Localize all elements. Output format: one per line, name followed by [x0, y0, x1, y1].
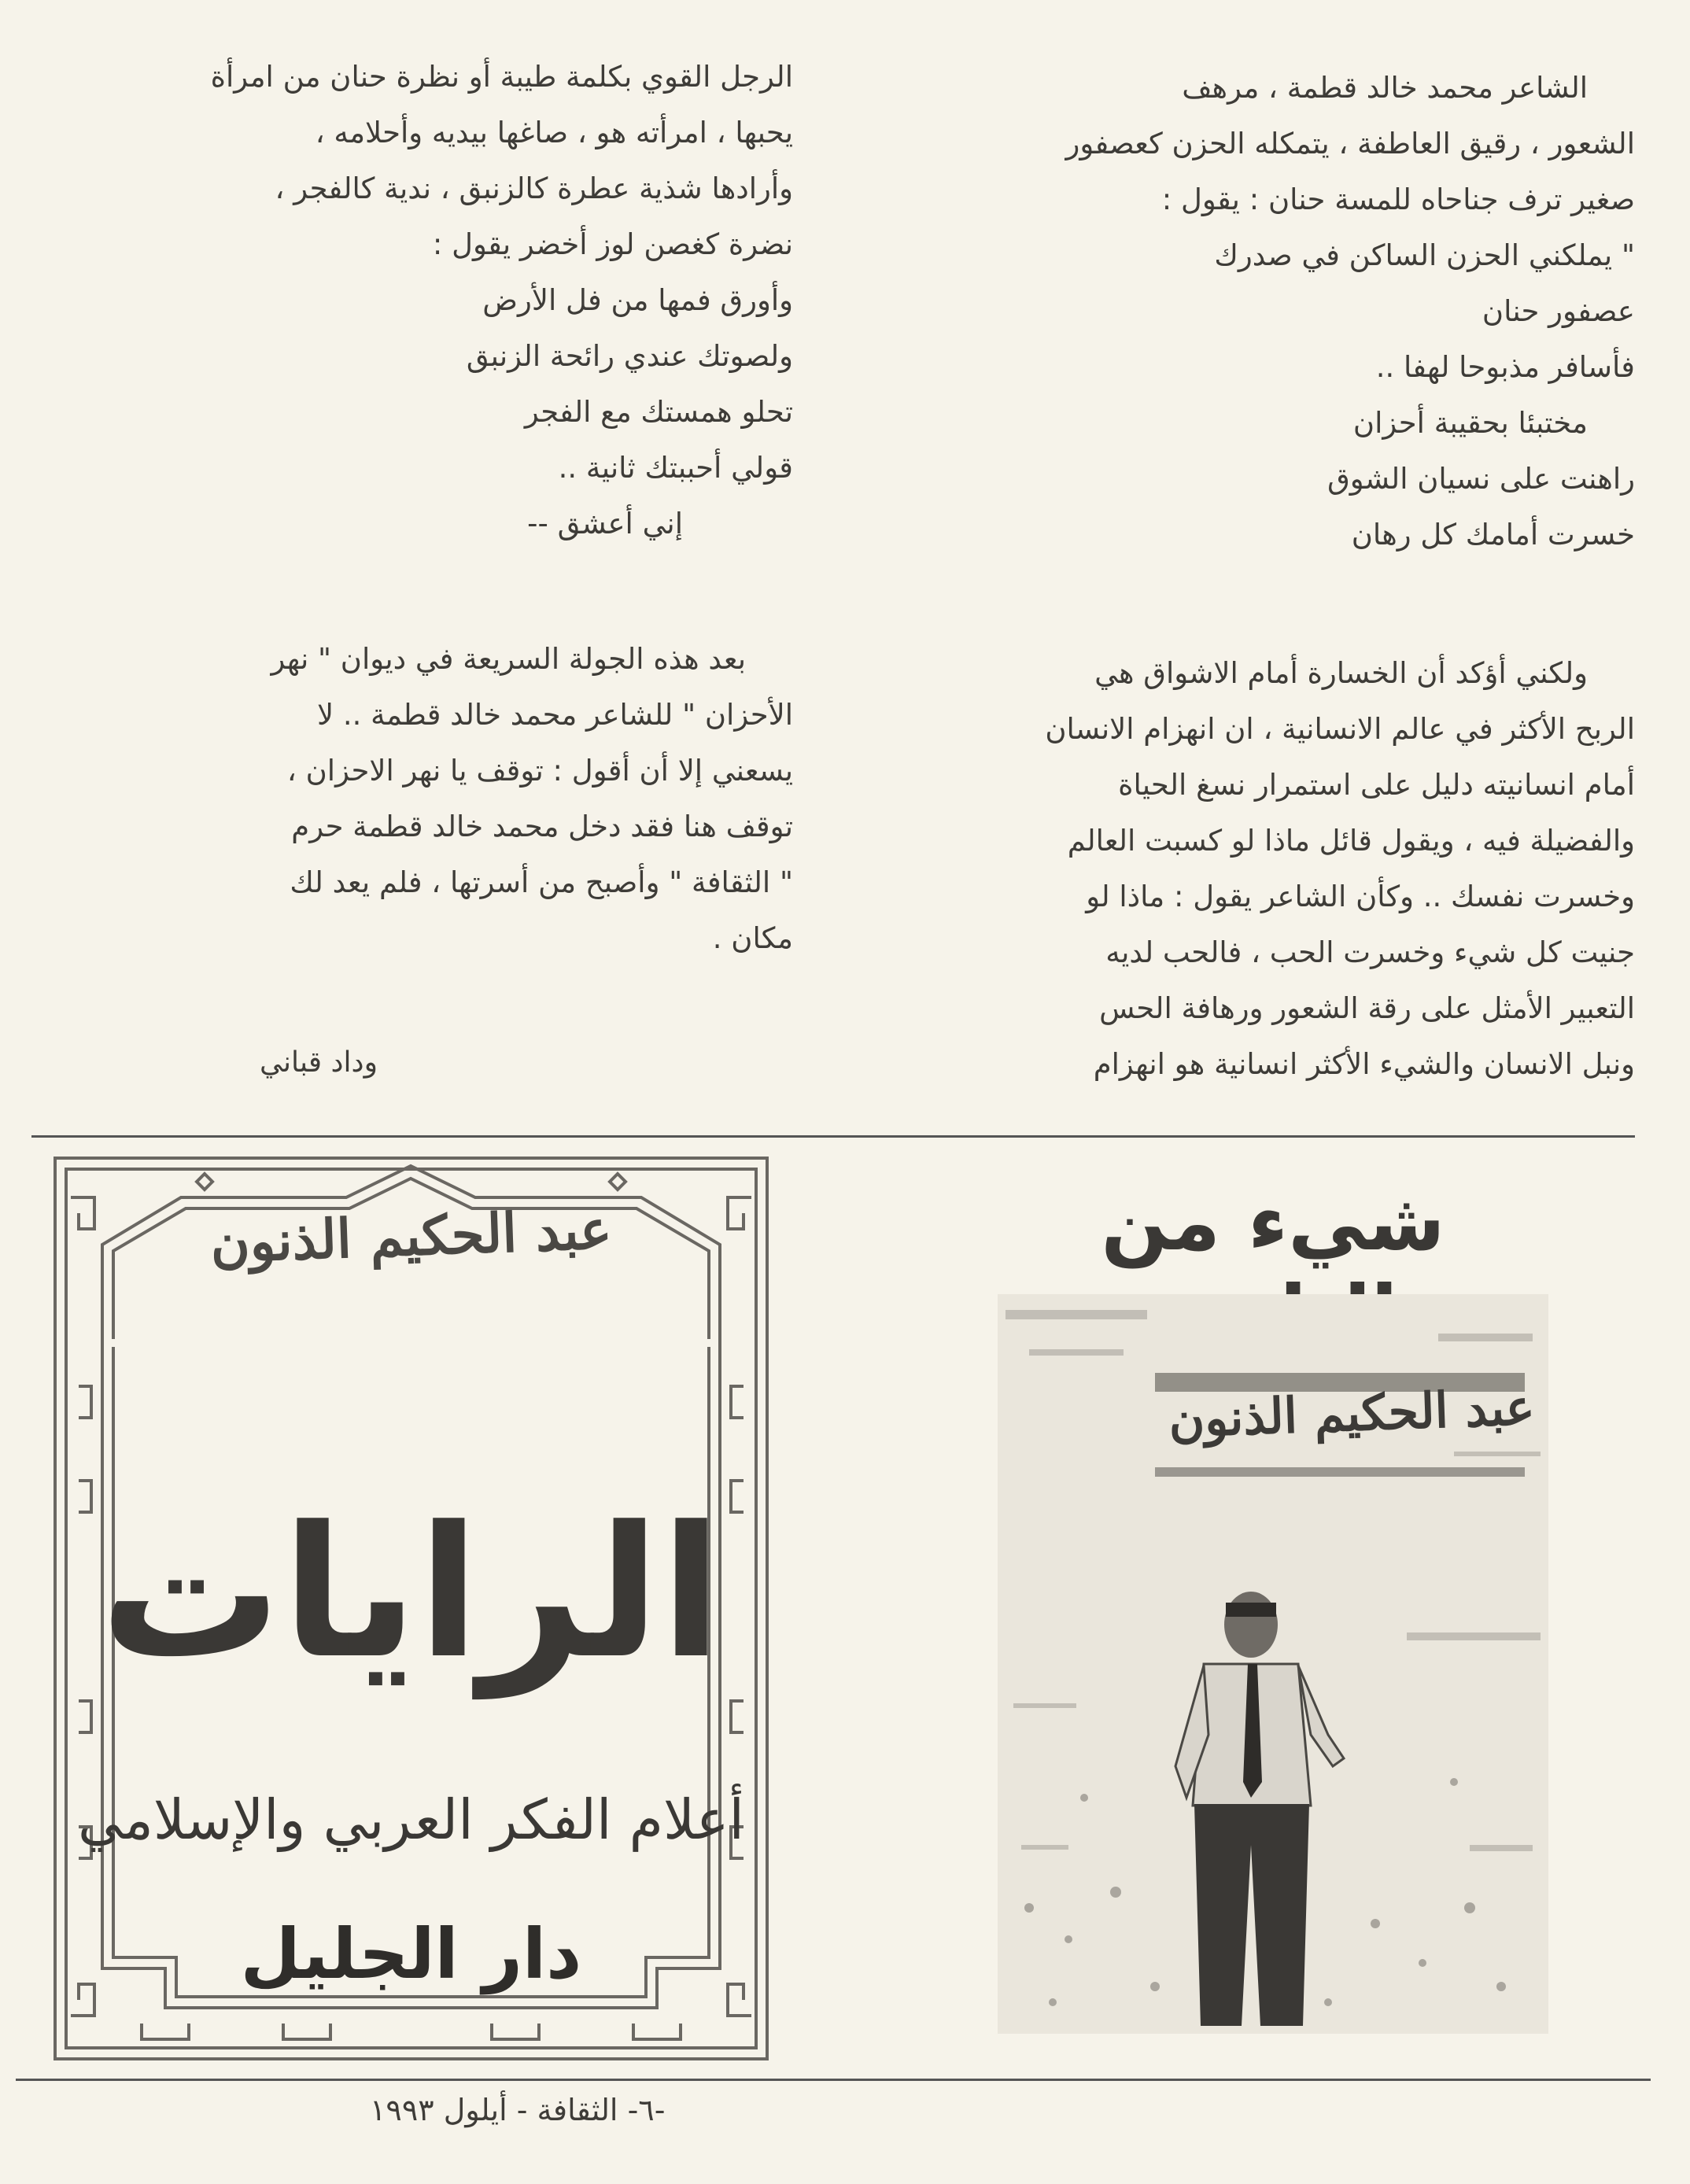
author-signature: وداد قباني: [260, 1046, 378, 1079]
text-line: مختبئا بحقيبة أحزان: [1352, 406, 1588, 440]
text-line: بعد هذه الجولة السريعة في ديوان " نهر: [271, 642, 746, 676]
text-line: وأرادها شذية عطرة كالزنبق ، ندية كالفجر ،: [275, 172, 793, 205]
text-line: توقف هنا فقد دخل محمد خالد قطمة حرم: [291, 810, 793, 843]
text-line: الرجل القوي بكلمة طيبة أو نظرة حنان من امرأة: [210, 60, 793, 94]
text-line: خسرت أمامك كل رهان: [1351, 518, 1635, 552]
article-column-left-top: [38, 49, 793, 552]
text-line: فأسافر مذبوحا لهفا ..: [1375, 350, 1635, 384]
text-line: أمام انسانيته دليل على استمرار نسغ الحياة: [1118, 768, 1635, 802]
text-line: " الثقافة " وأصبح من أسرتها ، فلم يعد لك: [290, 865, 793, 899]
text-line: جنيت كل شيء وخسرت الحب ، فالحب لديه: [1105, 935, 1635, 969]
text-line: ونبل الانسان والشيء الأكثر انسانية هو انهزام: [1093, 1047, 1635, 1081]
text-line: صغير ترف جناحاه للمسة حنان : يقول :: [1161, 183, 1635, 216]
text-line: نضرة كغصن لوز أخضر يقول :: [432, 227, 793, 261]
ad-publisher-name: دار الجليل: [240, 1913, 582, 1994]
article-column-right-top: [895, 60, 1635, 563]
text-line: الأحزان " للشاعر محمد خالد قطمة .. لا: [316, 698, 793, 732]
text-line: الشعور ، رقيق العاطفة ، يتمكله الحزن كعصفور: [1065, 127, 1635, 160]
text-line: تحلو همستك مع الفجر: [524, 395, 793, 429]
text-line: وأورق فمها من فل الأرض: [482, 283, 793, 317]
text-line: قولي أحببتك ثانية ..: [558, 451, 793, 485]
book-ad-al-rayat: [47, 1150, 775, 2067]
text-line: يسعني إلا أن أقول : توقف يا نهر الاحزان ،: [286, 754, 793, 788]
text-line: وخسرت نفسك .. وكأن الشاعر يقول : ماذا لو: [1086, 880, 1635, 913]
cover-title: شيء من: [1101, 1176, 1445, 1268]
text-line: إني أعشق --: [527, 507, 683, 540]
article-column-left-bottom: [38, 631, 793, 966]
text-line: الشاعر محمد خالد قطمة ، مرهف: [1182, 71, 1588, 105]
ad-book-title: الرايات: [100, 1489, 722, 1699]
text-line: " يملكني الحزن الساكن في صدرك: [1214, 238, 1635, 272]
text-line: راهنت على نسيان الشوق: [1327, 462, 1635, 496]
text-line: التعبير الأمثل على رقة الشعور ورهافة الحس: [1099, 991, 1635, 1025]
cover-author-name: عبد الحكيم الذنون: [1168, 1378, 1536, 1449]
article-column-right-bottom: [895, 645, 1635, 1092]
text-line: عصفور حنان: [1482, 294, 1635, 328]
ad-book-subtitle: أعلام الفكر العربي والإسلامي: [78, 1787, 744, 1852]
text-line: والفضيلة فيه ، ويقول قائل ماذا لو كسبت العالم: [1067, 824, 1635, 858]
ad-author-name: عبد الحكيم الذنون: [209, 1198, 613, 1275]
page-footer: -٦- الثقافة - أيلول ١٩٩٣: [370, 2093, 666, 2127]
text-line: الربح الأكثر في عالم الانسانية ، ان انهزام الانسان: [1045, 712, 1635, 746]
book-ad-history: [982, 1176, 1564, 2049]
text-line: ولكني أؤكد أن الخسارة أمام الاشواق هي: [1094, 656, 1588, 690]
text-line: ولصوتك عندي رائحة الزنبق: [466, 339, 793, 373]
section-divider: [31, 1135, 1635, 1138]
footer-divider: [16, 2079, 1651, 2081]
text-line: يحبها ، امرأته هو ، صاغها بيديه وأحلامه ،: [315, 116, 793, 149]
text-line: مكان .: [712, 921, 793, 955]
